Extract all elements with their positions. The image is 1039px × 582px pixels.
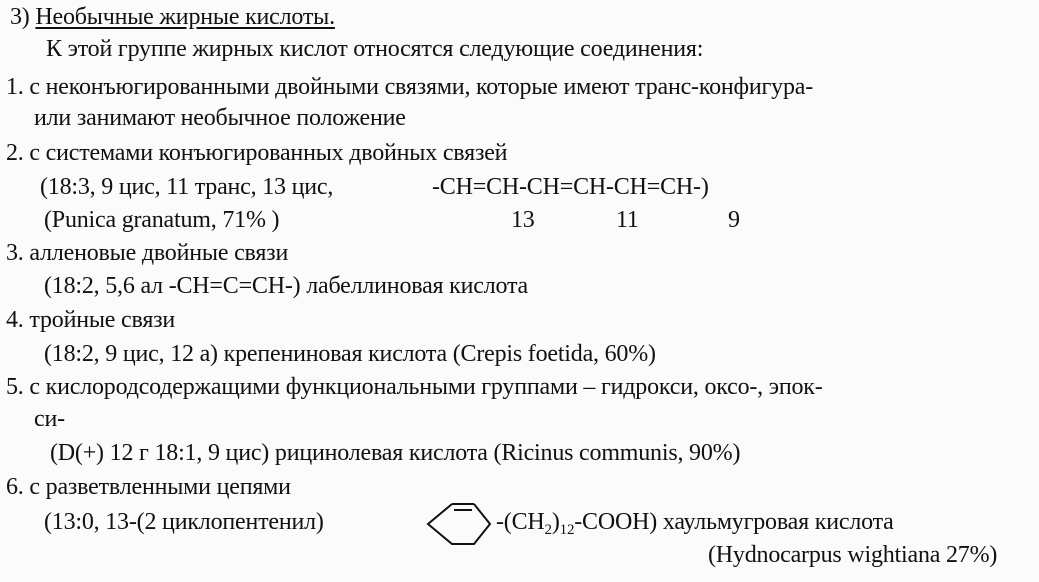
item-6-formula-pre: (13:0, 13-(2 циклопентенил) bbox=[44, 509, 324, 535]
formula-paren: ) bbox=[551, 509, 560, 535]
section-title: Необычные жирные кислоты. bbox=[35, 4, 335, 30]
item-3-line2: (18:2, 5,6 ал -CH=C=CH-) лабеллиновая кислота bbox=[44, 273, 529, 299]
item-6-source: (Hydnocarpus wightiana 27%) bbox=[708, 542, 998, 568]
formula-ch: -(CH bbox=[496, 509, 545, 535]
position-label-13: 13 bbox=[511, 207, 535, 233]
item-2-line1: 2. с системами конъюгированных двойных связей bbox=[6, 140, 508, 166]
item-2-chain: -CH=CH-CH=CH-CH=CH-) bbox=[432, 174, 709, 200]
item-5-line2: си- bbox=[34, 406, 65, 432]
cyclopentenyl-ring-structure bbox=[424, 500, 494, 550]
item-5-line1: 5. с кислородсодержащими функциональными группами – гидрокси, оксо-, эпок- bbox=[6, 374, 823, 400]
section-number: 3) bbox=[10, 4, 30, 30]
formula-tail: -COOH) хаульмугровая кислота bbox=[574, 509, 894, 535]
item-3-line1: 3. алленовые двойные связи bbox=[6, 240, 289, 266]
item-2-formula: (18:3, 9 цис, 11 транс, 13 цис, bbox=[40, 174, 334, 200]
item-6-line1: 6. с разветвленными цепями bbox=[6, 474, 291, 500]
section-heading bbox=[10, 2, 335, 32]
item-6-formula-rest bbox=[496, 507, 894, 537]
formula-sub-12: 12 bbox=[559, 522, 575, 538]
position-label-11: 11 bbox=[616, 207, 639, 233]
item-2-source: (Punica granatum, 71% ) bbox=[44, 207, 280, 233]
intro-text: К этой группе жирных кислот относятся следующие соединения: bbox=[46, 36, 704, 62]
item-4-line1: 4. тройные связи bbox=[6, 307, 176, 333]
item-4-line2: (18:2, 9 цис, 12 а) крепениновая кислота (Crepis foetida, 60%) bbox=[44, 341, 656, 367]
item-1-line2: или занимают необычное положение bbox=[34, 105, 406, 131]
item-5-line3: (D(+) 12 г 18:1, 9 цис) рицинолевая кислота (Ricinus communis, 90%) bbox=[50, 440, 741, 466]
formula-sub-2: 2 bbox=[544, 522, 552, 538]
position-label-9: 9 bbox=[728, 207, 740, 233]
item-1-line1: 1. с неконъюгированными двойными связями, которые имеют транс-конфигура- bbox=[6, 74, 814, 100]
